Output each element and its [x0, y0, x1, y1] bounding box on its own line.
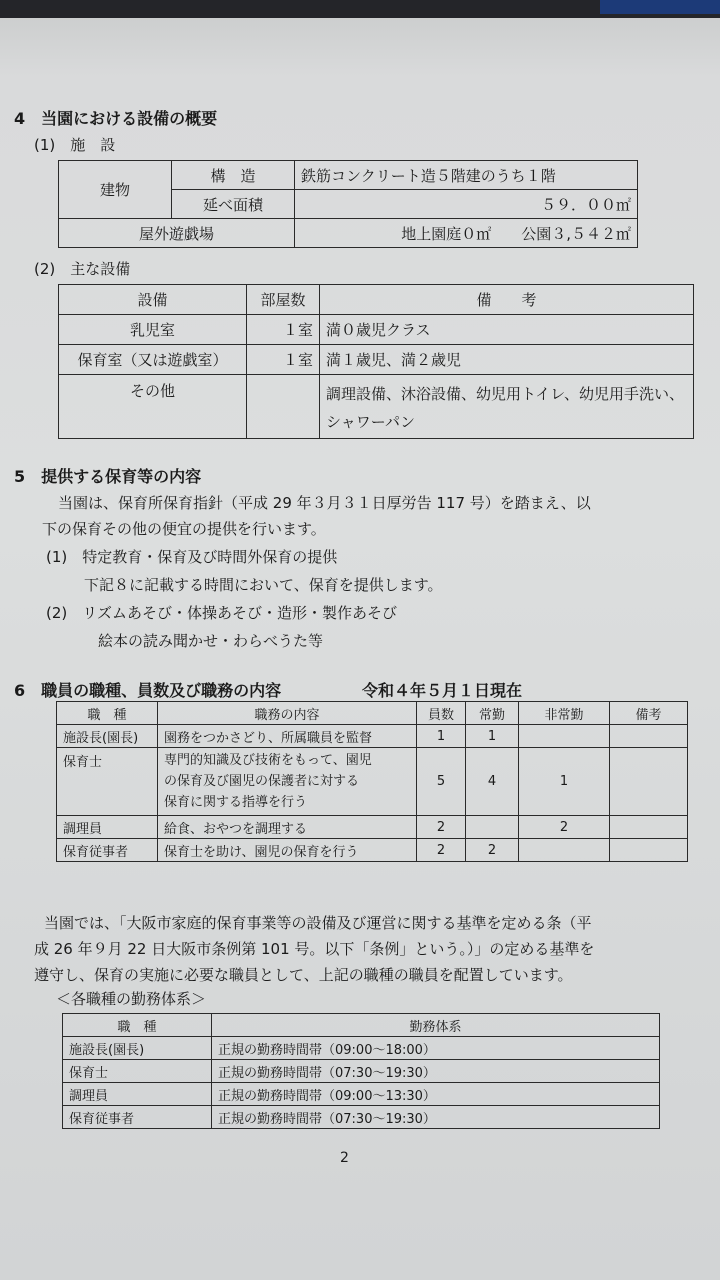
staff-duty: 給食、おやつを調理する: [158, 816, 417, 839]
staff-duty: [158, 748, 417, 816]
staff-duty: 保育士を助け、園児の保育を行う: [158, 839, 417, 862]
staff-role: 保育士: [57, 748, 158, 816]
staff-count: 2: [417, 839, 466, 862]
staff-parttime: 1: [519, 748, 610, 816]
equipment-remarks: 満１歳児、満２歳児: [320, 345, 694, 375]
equipment-remarks-line: シャワーパン: [326, 413, 415, 431]
staff-duty: 園務をつかさどり、所属職員を監督: [158, 725, 417, 748]
staff-table: [56, 701, 688, 862]
rooms-header: 部屋数: [247, 285, 320, 315]
schedule-row: [63, 1060, 660, 1083]
staff-parttime: 2: [519, 816, 610, 839]
section-4-heading: 4 当園における設備の概要: [14, 109, 218, 128]
staff-fulltime: 2: [466, 839, 519, 862]
schedule-row: [63, 1037, 660, 1060]
schedule-table: [62, 1013, 660, 1129]
section-5-paragraph-line: 下の保育その他の便宜の提供を行います。: [42, 520, 326, 538]
schedule-row: [63, 1083, 660, 1106]
count-header: 員数: [417, 702, 466, 725]
duty-header: 職務の内容: [158, 702, 417, 725]
service-item-2-detail: 絵本の読み聞かせ・わらべうた等: [98, 632, 324, 650]
fulltime-header: 常勤: [466, 702, 519, 725]
staff-fulltime: 1: [466, 725, 519, 748]
equipment-name: 保育室（又は遊戯室）: [59, 345, 247, 375]
equipment-remarks: [320, 375, 694, 439]
area-value: ５９．００㎡: [295, 190, 638, 219]
staff-fulltime: [466, 816, 519, 839]
schedule-row: [63, 1106, 660, 1129]
equipment-rooms: [247, 375, 320, 439]
structure-label: 構 造: [172, 161, 295, 190]
schedule-role: 調理員: [63, 1083, 212, 1106]
schedule-hours: 正規の勤務時間帯（09:00～18:00）: [212, 1037, 660, 1060]
staff-row: [57, 816, 688, 839]
schedule-role-header: 職 種: [63, 1014, 212, 1037]
photo-blue-object: [600, 0, 720, 14]
staff-count: 5: [417, 748, 466, 816]
schedule-role: 保育士: [63, 1060, 212, 1083]
equipment-remarks: 満０歳児クラス: [320, 315, 694, 345]
area-label: 延べ面積: [172, 190, 295, 219]
staff-note: [610, 839, 688, 862]
staff-count: 2: [417, 816, 466, 839]
staff-note: [610, 725, 688, 748]
section-6-paragraph-line: 当園では、「大阪市家庭的保育事業等の設備及び運営に関する基準を定める条（平: [44, 914, 592, 932]
page-number: 2: [340, 1150, 349, 1166]
staff-duty-line: の保育及び園児の保護者に対する: [164, 774, 360, 789]
equipment-subheading: (2) 主な設備: [34, 260, 131, 278]
section-5-heading: 5 提供する保育等の内容: [14, 467, 202, 486]
role-header: 職 種: [57, 702, 158, 725]
building-label: 建物: [59, 161, 172, 219]
remarks-header: 備 考: [320, 285, 694, 315]
staff-role: 施設長(園長): [57, 725, 158, 748]
schedule-subheading: ＜各職種の勤務体系＞: [56, 990, 207, 1008]
equipment-rooms: １室: [247, 315, 320, 345]
staff-row: [57, 839, 688, 862]
equipment-rooms: １室: [247, 345, 320, 375]
section-6-heading: 6 職員の職種、員数及び職務の内容: [14, 681, 282, 700]
staff-count: 1: [417, 725, 466, 748]
schedule-hours: 正規の勤務時間帯（07:30～19:30）: [212, 1060, 660, 1083]
staff-row: [57, 725, 688, 748]
facility-table: [58, 160, 638, 248]
parttime-header: 非常勤: [519, 702, 610, 725]
staff-note: [610, 748, 688, 816]
equipment-table: [58, 284, 694, 439]
staff-parttime: [519, 725, 610, 748]
equipment-remarks-line: 調理設備、沐浴設備、幼児用トイレ、幼児用手洗い、: [326, 385, 685, 403]
document-page: [0, 18, 720, 1280]
staff-fulltime: 4: [466, 748, 519, 816]
equipment-header: 設備: [59, 285, 247, 315]
outdoor-value: 地上園庭０㎡ 公園３,５４２㎡: [295, 219, 638, 248]
section-6-paragraph-line: 遵守し、保育の実施に必要な職員として、上記の職種の職員を配置しています。: [34, 966, 573, 984]
schedule-role: 保育従事者: [63, 1106, 212, 1129]
schedule-hours-header: 勤務体系: [212, 1014, 660, 1037]
staff-parttime: [519, 839, 610, 862]
staff-row: [57, 748, 688, 816]
section-6-paragraph-line: 成 26 年９月 22 日大阪市条例第 101 号。以下「条例」という。）」の定める基準を: [34, 940, 595, 958]
note-header: 備考: [610, 702, 688, 725]
section-5-paragraph-line: 当園は、保育所保育指針（平成 29 年３月３１日厚労告 117 号）を踏まえ、以: [58, 494, 591, 512]
as-of-date: 令和４年５月１日現在: [362, 681, 523, 700]
staff-role: 保育従事者: [57, 839, 158, 862]
service-item-2: (2) リズムあそび・体操あそび・造形・製作あそび: [46, 604, 397, 622]
outdoor-label: 屋外遊戯場: [59, 219, 295, 248]
staff-duty-line: 専門的知識及び技術をもって、園児: [164, 753, 372, 768]
schedule-hours: 正規の勤務時間帯（07:30～19:30）: [212, 1106, 660, 1129]
service-item-1: (1) 特定教育・保育及び時間外保育の提供: [46, 548, 338, 566]
facility-subheading: (1) 施 設: [34, 136, 116, 154]
schedule-role: 施設長(園長): [63, 1037, 212, 1060]
equipment-name: 乳児室: [59, 315, 247, 345]
schedule-hours: 正規の勤務時間帯（09:00～13:30）: [212, 1083, 660, 1106]
staff-note: [610, 816, 688, 839]
structure-value: 鉄筋コンクリート造５階建のうち１階: [295, 161, 638, 190]
service-item-1-detail: 下記８に記載する時間において、保育を提供します。: [84, 576, 443, 594]
staff-role: 調理員: [57, 816, 158, 839]
staff-duty-line: 保育に関する指導を行う: [164, 795, 308, 810]
equipment-name: その他: [59, 375, 247, 439]
